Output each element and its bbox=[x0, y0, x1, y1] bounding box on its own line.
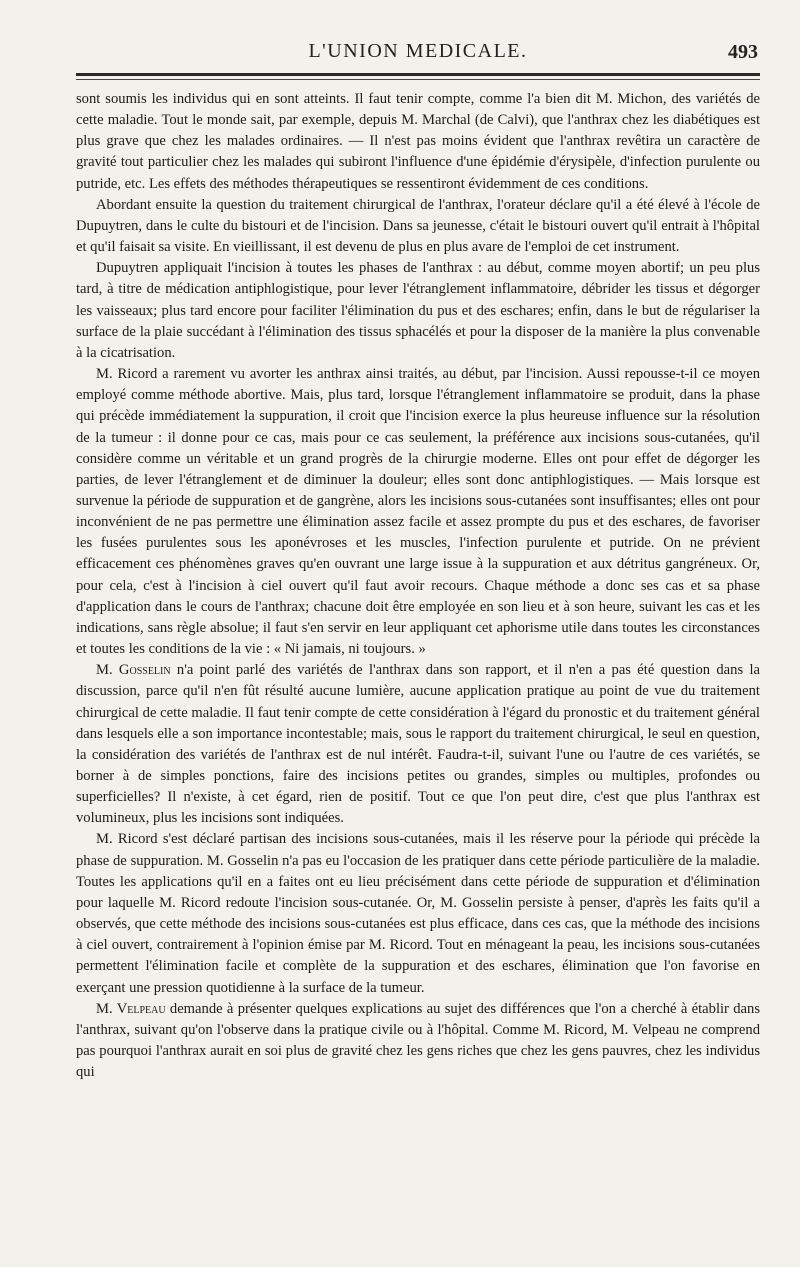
journal-title: L'UNION MEDICALE. bbox=[308, 40, 528, 62]
paragraph-text: demande à présenter quelques explications au sujet des différences que l'on a cherché à établir dans l'anthrax, suivant qu'on l'observe dans la pratique civile ou à l'hôpital. Comme M. Ricord, M. Velpeau ne comprend pas pourquoi l'anthrax aurait en soi plus de gravité chez les gens riches que chez les gens pauvres, chez les individus qui bbox=[76, 1000, 760, 1081]
paragraph bbox=[76, 364, 760, 660]
paragraph-text: Abordant ensuite la question du traitement chirurgical de l'anthrax, l'orateur déclare qu'il a été élevé à l'école de Dupuytren, dans le culte du bistouri et de l'incision. Dans sa jeunesse, c'était le bistouri ouvert qu'il entrait à l'hôpital et qu'il faisait sa visite. En vieillissant, il est devenu de plus en plus avare de l'emploi de cet instrument. bbox=[76, 196, 760, 256]
paragraph-text: sont soumis les individus qui en sont atteints. Il faut tenir compte, comme l'a bien dit M. Michon, des variétés de cette maladie. Tout le monde sait, par exemple, depuis M. Marchal (de Calvi), que l'anthrax chez les diabétiques est plus grave que chez les malades ordinaires. — Il n'est pas moins évident que l'anthrax revêtira un caractère de gravité tout particulier chez les malades qui subiront l'influence d'une épidémie d'érysipèle, d'infection purulente ou putride, etc. Les effets des méthodes thérapeutiques se ressentiront évidemment de ces conditions. bbox=[76, 91, 760, 192]
paragraph-text: M. Ricord s'est déclaré partisan des incisions sous-cutanées, mais il les réserve pour la période qui précède la phase de suppuration. M. Gosselin n'a pas eu l'occasion de les pratiquer dans cette période particulière de la maladie. Toutes les applications qu'il en a faites ont eu lieu précisément dans cette période de suppuration et d'élimination pour laquelle M. Ricord redoute l'incision sous-cutanée. Or, M. Gosselin persiste à penser, d'après les faits qu'il a observés, que cette méthode des incisions sous-cutanées est plus efficace, dans ces cas, que la méthode des incisions à ciel ouvert, contrairement à l'opinion émise par M. Ricord. Tout en ménageant la peau, les incisions sous-cutanées permettent l'élimination facile et complète de la suppuration et des eschares, élimination que l'on favorise en exerçant une pression quotidienne à la surface de la tumeur. bbox=[76, 831, 760, 996]
paragraph-text: M. Ricord a rarement vu avorter les anthrax ainsi traités, au début, par l'incision. Aussi repousse-t-il ce moyen employé comme méthode abortive. Mais, plus tard, lorsque l'étranglement inflammatoire se produit, dans la phase qui précède immédiatement la suppuration, il croit que l'incision exerce la plus heureuse influence sur la résolution de la tumeur : il donne pour ce cas, mais pour ce cas seulement, la préférence aux incisions sous-cutanées, qu'il considère comme un véritable et un grand progrès de la chirurgie moderne. Elles ont pour effet de dégorger les parties, de lever l'étranglement et de diminuer la douleur; elles sont donc antiphlogistiques. — Mais lorsque est survenue la période de suppuration et de gangrène, alors les incisions sous-cutanées sont insuffisantes; elles ont pour inconvénient de ne pas permettre une élimination assez facile et assez prompte du pus et des eschares, de favoriser les fusées purulentes sous les aponévroses et les muscles, l'infection purulente et putride. On ne prévient efficacement ces phénomènes graves qu'en ouvrant une large issue à la suppuration et aux détritus gangréneux. Or, pour cela, c'est à l'incision à ciel ouvert qu'il faut avoir recours. Chaque méthode a donc ses cas et sa phase d'application dans le cours de l'anthrax; chacune doit être employée en son lieu et à son heure, suivant les cas et les indications, sans règle absolue; il faut s'en servir en leur appliquant cet aphorisme utile dans toutes les circonstances et toutes les conditions de la vie : « Ni jamais, ni toujours. » bbox=[76, 366, 760, 658]
page-header bbox=[76, 40, 760, 70]
paragraph bbox=[76, 999, 760, 1084]
paragraph bbox=[76, 258, 760, 364]
paragraph bbox=[76, 89, 760, 195]
paragraph bbox=[76, 195, 760, 258]
header-rule-thin bbox=[76, 79, 760, 80]
header-rule-thick bbox=[76, 73, 760, 76]
page-number: 493 bbox=[728, 41, 758, 63]
paragraph-text: n'a point parlé des variétés de l'anthrax dans son rapport, et il n'en a pas été question dans la discussion, parce qu'il n'en fût résulté aucune lumière, aucune application pratique au point de vue du traitement chirurgical de cette maladie. Il faut tenir compte de cette considération à l'égard du pronostic et du traitement général dans lesquels elle a son importance incontestable; mais, sous le rapport du traitement chirurgical, le seul en question, la considération des variétés de l'anthrax est de nul intérêt. Faudra-t-il, suivant l'une ou l'autre de ces variétés, se borner à de simples ponctions, faire des incisions petites ou grandes, simples ou multiples, profondes ou superficielles? Il n'existe, à cet égard, rien de positif. Tout ce que l'on peut dire, c'est que plus l'anthrax est volumineux, plus les incisions sont indiquées. bbox=[76, 662, 760, 827]
paragraph bbox=[76, 660, 760, 829]
speaker-name: M. Gosselin bbox=[96, 662, 171, 679]
paragraph-text: Dupuytren appliquait l'incision à toutes les phases de l'anthrax : au début, comme moyen abortif; un peu plus tard, à titre de médication antiphlogistique, pour lever l'étranglement inflammatoire, débrider les tissus et dégorger les vaisseaux; plus tard encore pour faciliter l'élimination du pus et des eschares; enfin, dans le but de régulariser la surface de la plaie succédant à l'élimination des tissus sphacélés et pour la disposer de la manière la plus convenable à la cicatrisation. bbox=[76, 260, 760, 361]
speaker-name: M. Velpeau bbox=[96, 1000, 166, 1017]
body-text bbox=[76, 89, 760, 1083]
paragraph bbox=[76, 829, 760, 998]
